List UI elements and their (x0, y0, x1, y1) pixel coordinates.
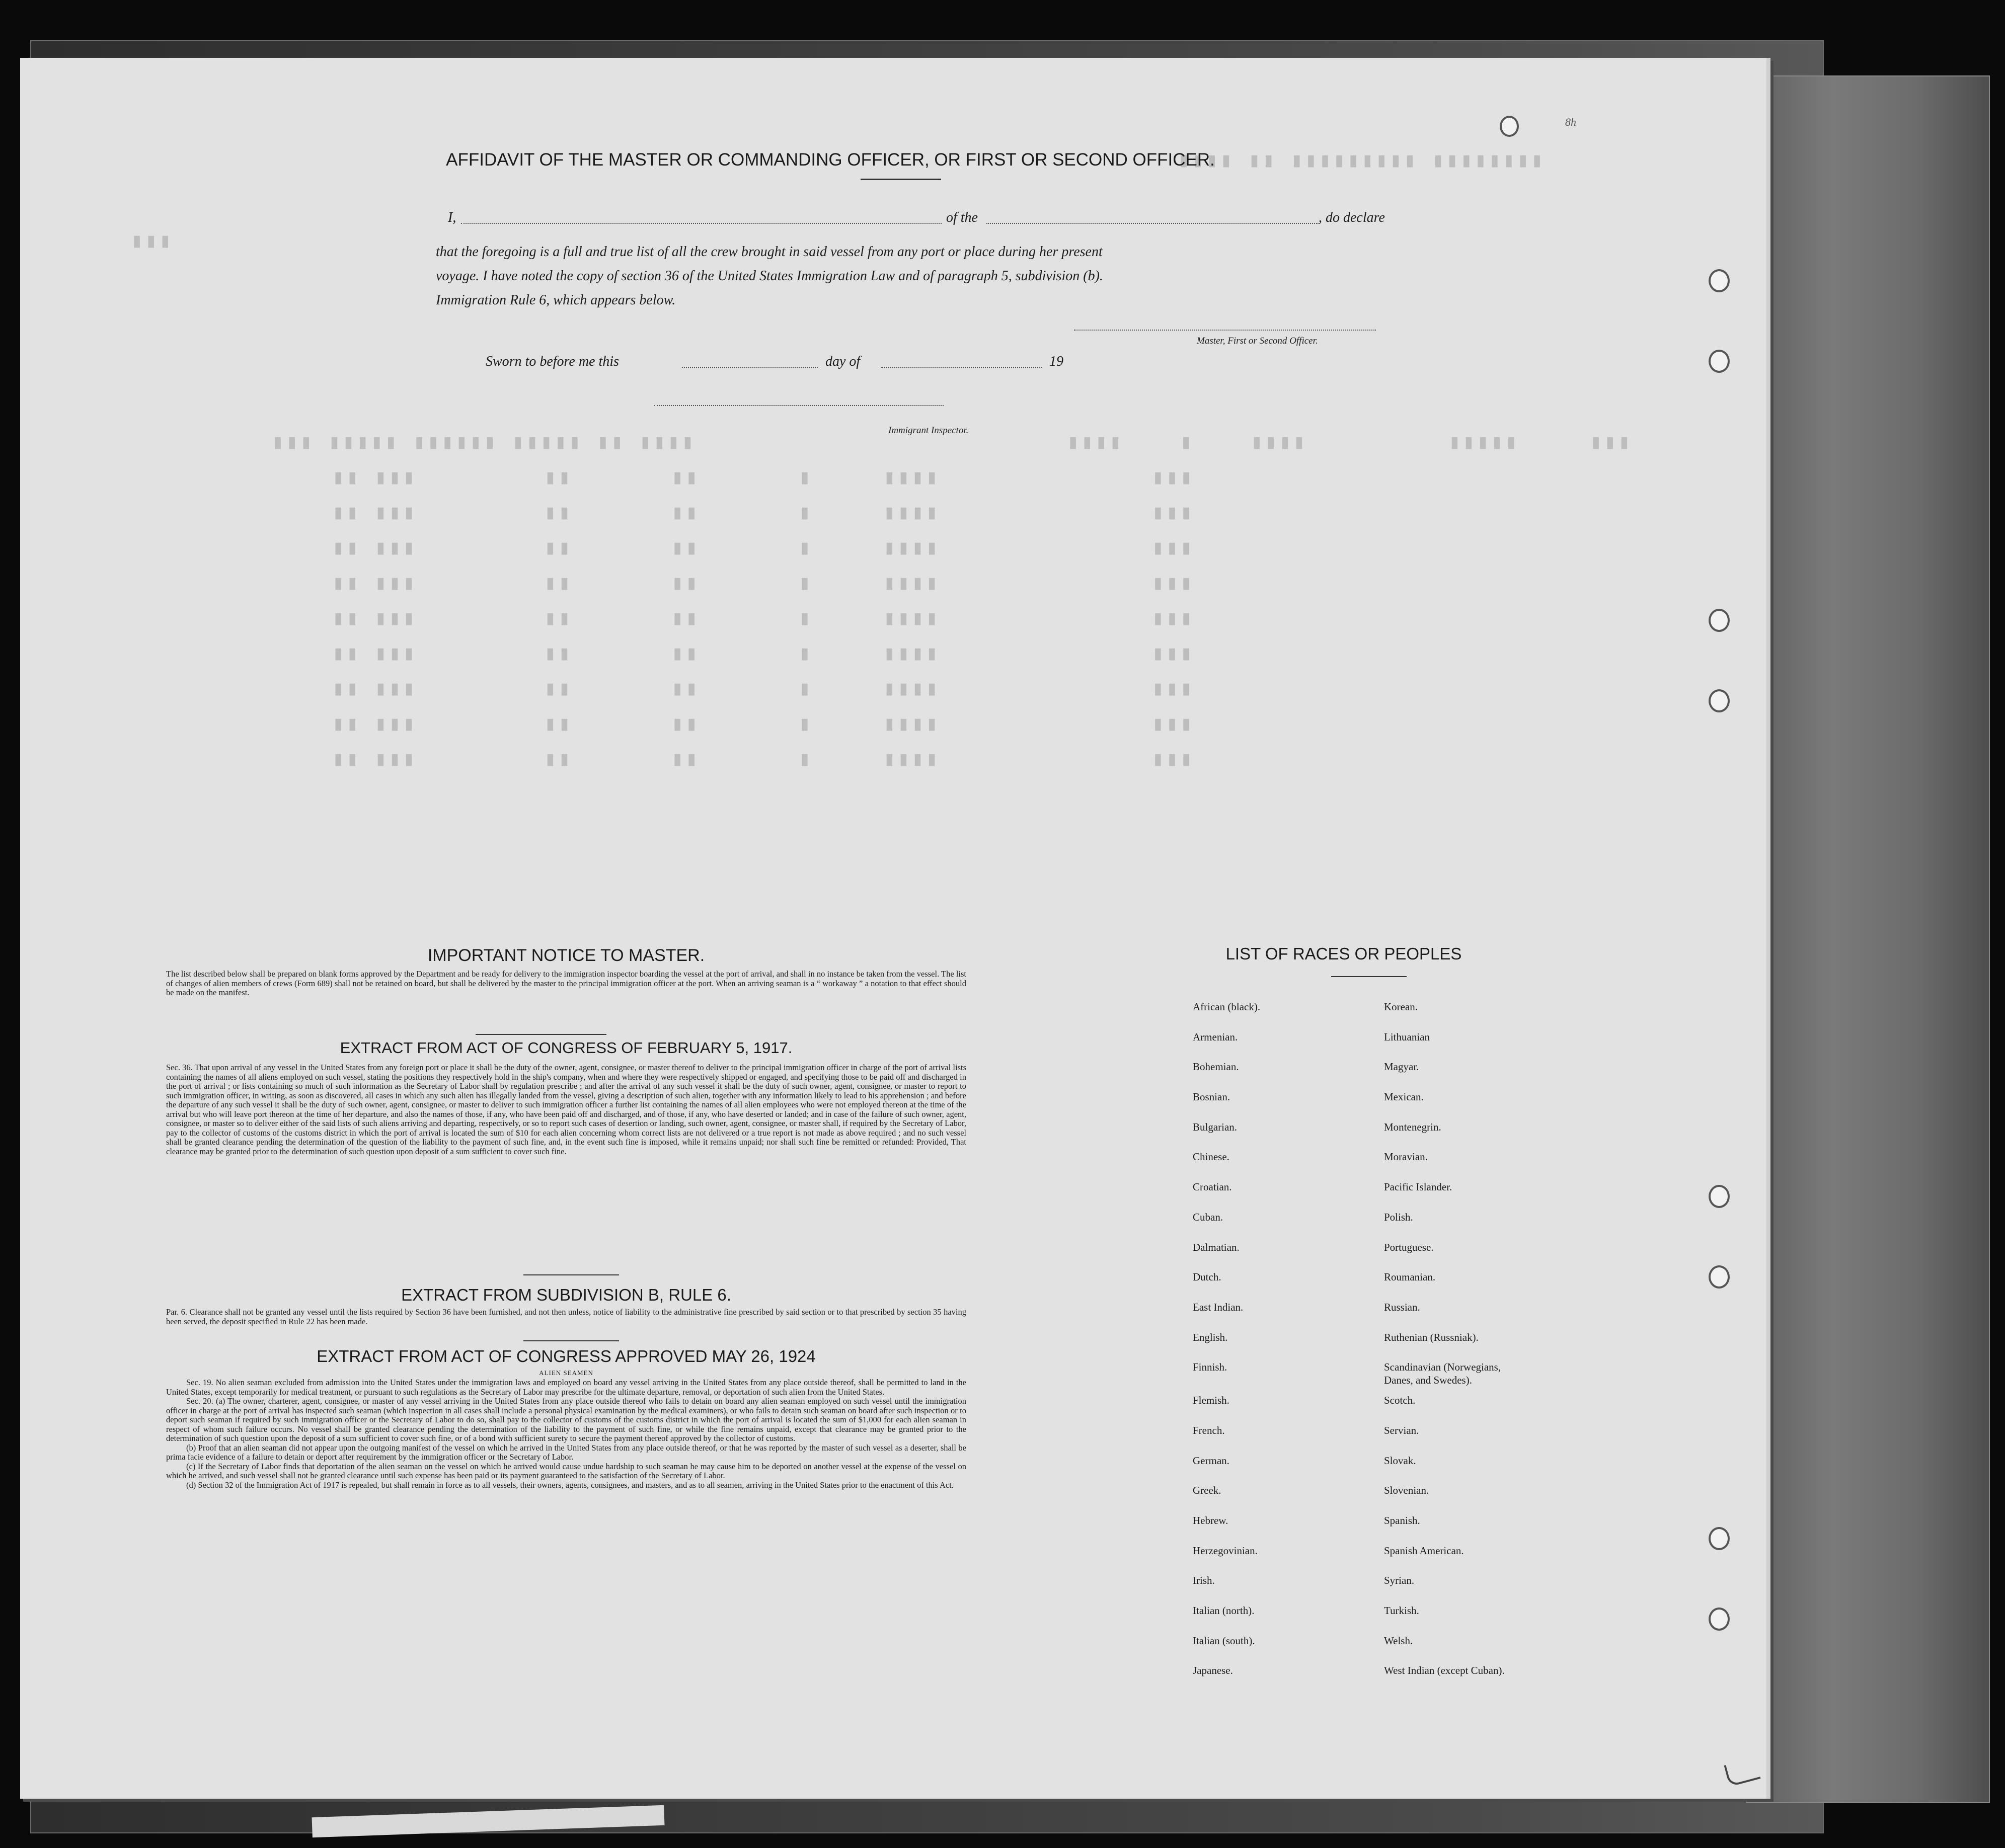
binder-hole (1709, 269, 1730, 292)
race-item: Turkish. (1384, 1604, 1419, 1617)
race-item: Chinese. (1193, 1151, 1229, 1163)
extract-1924-paragraph: Sec. 19. No alien seaman excluded from admission into the United States under the immigration laws and employed on board any vessel arriving in the United States from any place outside thereof, shall be permitted to land in the United States, except temporarily for medical treatment, or pursuant to such regulations as the Secretary of Labor may prescribe for the ultimate departure, removal, or deportation of such alien from the United States. (166, 1378, 966, 1397)
race-item: Croatian. (1193, 1181, 1232, 1193)
race-item: Italian (south). (1193, 1634, 1255, 1647)
race-item: East Indian. (1193, 1301, 1244, 1313)
binder-hole (1709, 1265, 1730, 1289)
race-item: Portuguese. (1384, 1241, 1434, 1253)
extract-1924-title: EXTRACT FROM ACT OF CONGRESS APPROVED MAY 26, 1924 (317, 1347, 816, 1365)
race-item: Servian. (1384, 1424, 1419, 1436)
race-item: Dutch. (1193, 1271, 1221, 1283)
race-item: Hebrew. (1193, 1514, 1228, 1526)
race-item: Finnish. (1193, 1361, 1227, 1374)
day-of-label: day of (825, 354, 861, 369)
race-item: Spanish American. (1384, 1544, 1464, 1557)
race-item: African (black). (1193, 1001, 1261, 1013)
vessel-blank[interactable] (986, 223, 1319, 224)
affidavit-i-label: I, (448, 210, 456, 225)
subdivision-b-text: Par. 6. Clearance shall not be granted any vessel until the lists required by Section 36 have been furnished, and not then unless, notice of liability to the administrative fine prescribed by said section or to that prescribed by section 35 having been served, the deposit specified in Rule 22 has been made. (166, 1307, 966, 1326)
extract-1917-text: Sec. 36. That upon arrival of any vessel in the United States from any foreign port or place it shall be the duty of the owner, agent, consignee, or master thereof to deliver to the principal immigration officer in charge of the port of arrival lists containing the names of all aliens employed on such vessel, stating the positions they respectively hold in the ship's company, when and where they were respectively shipped or engaged, and specifying those to be paid off and discharged in the port of arrival ; or lists containing so much of such information as the Secretary of Labor shall by regulation prescribe ; and after the arrival of any such vessel it shall be the duty of such owner, agent, consignee, or master to report to such immigration officer, in writing, as soon as discovered, all cases in which any such alien has illegally landed from the vessel, giving a description of such alien, together with any information likely to lead to his apprehension ; and before the departure of any such vessel it shall be the duty of such owner, agent, consignee, or master to deliver to such immigration officer a further list containing the names of all alien employees who were not employed thereon at the time of the arrival but who will leave port thereon at the time of her departure, and also the names of those, if any, who have been paid off and discharged, and of those, if any, who have deserted or landed; and in case of the failure of such owner, agent, consignee, or master so to deliver either of the said lists of such aliens arriving and departing, respectively, or so to report such cases of desertion or landing, such owner, agent, consignee, or master shall, if required by the Secretary of Labor, pay to the collector of customs of the customs district in which the port of arrival is located the sum of $10 for each alien concerning whom correct lists are not delivered or a true report is not made as above required ; and no such vessel shall be granted clearance pending the determination of the question of the liability to the payment of such fine, and, in the event such fine is imposed, while it remains unpaid; nor shall such fine be remitted or refunded: Provided, That clearance may be granted prior to the determination of such question upon deposit of a sum sufficient to cover such fine. (166, 1063, 966, 1156)
race-item: Montenegrin. (1384, 1120, 1441, 1133)
race-item: Moravian. (1384, 1151, 1428, 1163)
binder-hole (1709, 1527, 1730, 1550)
affidavit-line-3: Immigration Rule 6, which appears below. (436, 292, 676, 308)
race-item: English. (1193, 1331, 1228, 1343)
race-item: Mexican. (1384, 1091, 1424, 1103)
binder-hole (1709, 609, 1730, 632)
race-item: Cuban. (1193, 1211, 1223, 1223)
race-item: Korean. (1384, 1001, 1418, 1013)
races-list-left (1193, 1000, 1359, 1694)
affidavit-line-2: voyage. I have noted the copy of section 36 of the United States Immigration Law and of paragraph 5, subdivision (b). (436, 268, 1103, 284)
binder-hole (1709, 1608, 1730, 1631)
race-item: Lithuanian (1384, 1030, 1430, 1043)
race-item: Scotch. (1384, 1394, 1416, 1407)
race-item: Syrian. (1384, 1574, 1415, 1587)
extract-1917-rule (523, 1274, 619, 1275)
title-rule (861, 179, 941, 180)
races-title: LIST OF RACES OR PEOPLES (1225, 944, 1462, 963)
race-item: Polish. (1384, 1211, 1413, 1223)
races-list-right (1384, 1000, 1605, 1694)
race-item: Herzegovinian. (1193, 1544, 1258, 1557)
affidavit-line-1: that the foregoing is a full and true list of all the crew brought in said vessel from any port or place during her present (436, 244, 1103, 260)
corner-mark: 8h (1565, 116, 1576, 128)
document-page: ▮▮▮ ▮▮▮▮▮ ▮▮▮▮▮▮ ▮▮▮▮▮ ▮▮ ▮▮▮▮ ▮▮▮▮ ▮ ▮▮▮▮ ▮▮▮▮▮ ▮▮▮ ▮▮ ▮▮▮ ▮▮ ▮▮ ▮ ▮▮▮▮ ▮▮▮ ▮▮ ▮▮▮ ▮▮ ▮▮ ▮ ▮▮▮▮ ▮▮▮ ▮▮ ▮▮▮ ▮▮ ▮▮ ▮ ▮▮▮▮ ▮▮▮ ▮▮ ▮▮▮ ▮▮ ▮▮ ▮ ▮▮▮▮ ▮▮▮ ▮▮ ▮▮▮ ▮▮ ▮▮ ▮ ▮▮▮▮ ▮▮▮ ▮▮ ▮▮▮ ▮▮ ▮▮ ▮ ▮▮▮▮ ▮▮▮ ▮▮ ▮▮▮ ▮▮ ▮▮ ▮ ▮▮▮▮ ▮▮▮ ▮▮ ▮▮▮ ▮▮ ▮▮ ▮ ▮▮▮▮ ▮▮▮ ▮▮ ▮▮▮ ▮▮ ▮▮ ▮ ▮▮▮▮ ▮▮▮ ▮▮▮▮ ▮▮ ▮▮▮▮▮▮▮▮▮ ▮▮▮▮▮▮▮▮ ▮▮▮ 8h AFFIDAVIT OF THE MASTER OR COMMANDING OFFICER, OR FIRST OR SECOND OFFICER. I, of the , do declare that the foregoing is a full and true list of all the crew brought in said vessel from any port or place during her present voyage. I have noted the copy of section 36 of the United States Immigration Law and of paragraph 5, subdivision (b). Immigration Rule 6, which appears below. Master, First or Second Officer. Sworn to before me this day of 19 Immigrant Inspector. IMPORTANT NOTICE TO MASTER. The list described below shall be prepared on blank forms approved by the Department and be ready for delivery to the immigration inspector boarding the vessel at the port of arrival, and shall in no instance be taken from the vessel. The list of changes of alien members of crews (Form 689) shall not be retained on board, but shall be delivered by the master to the principal immigration officer at the port. When an arriving seaman is a “ workaway ” a notation to that effect should be made on the manifest. EXTRACT FROM ACT OF CONGRESS OF FEBRUARY 5, 1917. Sec. 36. That upon arrival of any vessel in the United States from any foreign port or place it shall be the duty of the owner, agent, consignee, or master thereof to deliver to the principal immigration officer in charge of the port of arrival lists containing the names of all aliens employed on such vessel, stating the positions they respectively hold in the ship's company, when and where they were respectively shipped or engaged, and specifying those to be paid off and discharged in the port of arrival ; or lists containing so much of such information as the Secretary of Labor shall by regulation prescribe ; and after the arrival of any such vessel it shall be the duty of such owner, agent, consignee, or master to report to such immigration officer, in writing, as soon as discovered, all cases in which any such alien has illegally landed from the vessel, giving a description of such alien, together with any information likely to lead to his apprehension ; and before the departure of any such vessel it shall be the duty of such owner, agent, consignee, or master to deliver to such immigration officer a further list containing the names of all alien employees who were not employed thereon at the time of the arrival but who will leave port thereon at the time of her departure, and also the names of those, if any, who have been paid off and discharged, and of those, if any, who have deserted or landed; and in case of the failure of such owner, agent, consignee, or master so to deliver either of the said lists of such aliens arriving and departing, respectively, or so to report such cases of desertion or landing, such owner, agent, consignee, or master shall, if required by the Secretary of Labor, pay to the collector of customs of the customs district in which the port of arrival is located the sum of $10 for each alien concerning whom correct lists are not delivered or a true report is not made as above required ; and no such vessel shall be granted clearance pending the determination of the question of the liability to the payment of such fine, and, in the event such fine is imposed, while it remains unpaid; nor shall such fine be remitted or refunded: Provided, That clearance may be granted prior to the determination of such question upon deposit of a sum sufficient to cover such fine. EXTRACT FROM SUBDIVISION B, RULE 6. Par. 6. Clearance shall not be granted any vessel until the lists required by Section 36 have been furnished, and not then unless, notice of liability to the administrative fine prescribed by said section or to that prescribed by section 35 having been served, the deposit specified in Rule 22 has been made. EXTRACT FROM ACT OF CONGRESS APPROVED MAY 26, 1924 ALIEN SEAMEN Sec. 19. No alien seaman excluded from admission into the United States under the immigration laws and employed on board any vessel arriving in the United States from any place outside thereof, shall be permitted to land in the United States, except temporarily for medical treatment, or pursuant to such regulations as the Secretary of Labor may prescribe for the ultimate departure, removal, or deportation of such alien from the United States. Sec. 20. (a) The owner, charterer, agent, consignee, or master of any vessel arriving in the United States from any place outside thereof who fails to detain on board any alien seaman employed on such vessel until the immigration officer in charge at the port of arrival has inspected such seaman (which inspection in all cases shall include a personal physical examination by the medical examiners), or who fails to detain such seaman on board after such inspection or to deport such seaman if required by such immigration officer or the Secretary of Labor to do so, shall pay to the collector of customs of the customs district in which the port of arrival is located the sum of $1,000 for each alien seaman in respect of whom such failure occurs. No vessel shall be granted clearance pending the determination of the liability to the payment of such fine, or while the fine remains unpaid, except that clearance may be granted prior to the determination of such question upon the deposit of a sum sufficient to cover such fine, or of a bond with sufficient surety to secure the payment thereof approved by the collector of customs. (b) Proof that an alien seaman did not appear upon the outgoing manifest of the vessel on which he arrived in the United States from any place outside thereof, or that he was reported by the master of such vessel as a deserter, shall be prima facie evidence of a failure to detain or deport after requirement by the immigration officer or the Secretary of Labor. (c) If the Secretary of Labor finds that deportation of the alien seaman on the vessel on which he arrived would cause undue hardship to such seaman he may cause him to be deported on another vessel at the expense of the vessel on which he arrived, and such vessel shall not be granted clearance until such expense has been paid or its payment guaranteed to the satisfaction of the Secretary of Labor. (d) Section 32 of the Immigration Act of 1917 is repealed, but shall remain in force as to all vessels, their owners, agents, consignees, and masters, and as to all seamen, arriving in the United States prior to the enactment of this Act. LIST OF RACES OR PEOPLES African (black). Armenian. Bohemian. Bosnian. Bulgarian. Chinese. Croatian. Cuban. Dalmatian. Dutch. East Indian. English. Finnish. Flemish. French. German. Greek. Hebrew. Herzegovinian. Irish. Italian (north). Italian (south). Japanese. Korean. Lithuanian Magyar. Mexican. Montenegrin. Moravian. Pacific Islander. Polish. Portuguese. Roumanian. Russian. Ruthenian (Russniak). Scandinavian (Norwegians, Danes, and Swedes). Scotch. Servian. Slovak. Slovenian. Spanish. Spanish American. Syrian. Turkish. Welsh. West Indian (except Cuban). (20, 58, 1770, 1799)
notice-rule (476, 1034, 606, 1035)
race-item: Armenian. (1193, 1030, 1238, 1043)
affidavit-declare-label: , do declare (1319, 210, 1385, 225)
race-item: Welsh. (1384, 1634, 1413, 1647)
race-item: Italian (north). (1193, 1604, 1255, 1617)
sworn-label: Sworn to before me this (486, 354, 619, 369)
race-item: West Indian (except Cuban). (1384, 1664, 1505, 1677)
affidavit-of-the-label: of the (946, 210, 978, 225)
subdivision-b-title: EXTRACT FROM SUBDIVISION B, RULE 6. (401, 1285, 731, 1304)
sworn-month-blank[interactable] (881, 367, 1042, 368)
extract-1924-paragraph: Sec. 20. (a) The owner, charterer, agent, consignee, or master of any vessel arriving in the United States from any place outside thereof who fails to detain on board any alien seaman employed on such vessel until the immigration officer in charge at the port of arrival has inspected such seaman (which inspection in all cases shall include a personal physical examination by the medical examiners), or who fails to detain such seaman on board after such inspection or to deport such seaman if required by such immigration officer or the Secretary of Labor to do so, shall pay to the collector of customs of the customs district in which the port of arrival is located the sum of $1,000 for each alien seaman in respect of whom such failure occurs. No vessel shall be granted clearance pending the determination of the liability to the payment of such fine, or while the fine remains unpaid, except that clearance may be granted prior to the determination of such question upon the deposit of a sum sufficient to cover such fine, or of a bond with sufficient surety to secure the payment thereof approved by the collector of customs. (166, 1396, 966, 1443)
name-blank[interactable] (461, 223, 942, 224)
race-item: French. (1193, 1424, 1225, 1436)
binder-hole (1709, 1185, 1730, 1208)
master-signature-label: Master, First or Second Officer. (1197, 336, 1318, 346)
race-item: German. (1193, 1454, 1229, 1467)
notice-title: IMPORTANT NOTICE TO MASTER. (427, 946, 705, 965)
affidavit-title: AFFIDAVIT OF THE MASTER OR COMMANDING OFFICER, OR FIRST OR SECOND OFFICER. (446, 150, 1215, 170)
race-item: Roumanian. (1384, 1271, 1436, 1283)
race-item: Irish. (1193, 1574, 1215, 1587)
race-item: Dalmatian. (1193, 1241, 1240, 1253)
race-item: Magyar. (1384, 1061, 1419, 1073)
race-item: Greek. (1193, 1484, 1221, 1497)
binder-hole (1500, 116, 1519, 137)
inspector-signature-blank[interactable] (654, 405, 944, 406)
race-item: Ruthenian (Russniak). (1384, 1331, 1479, 1343)
notice-text: The list described below shall be prepared on blank forms approved by the Department and be ready for delivery to the immigration inspector boarding the vessel at the port of arrival, and shall in no instance be taken from the vessel. The list of changes of alien members of crews (Form 689) shall not be retained on board, but shall be delivered by the master to the principal immigration officer at the port. When an arriving seaman is a “ workaway ” a notation to that effect should be made on the manifest. (166, 969, 966, 997)
race-item: Bulgarian. (1193, 1120, 1238, 1133)
subdivision-b-rule (523, 1340, 619, 1341)
extract-1917-title: EXTRACT FROM ACT OF CONGRESS OF FEBRUARY 5, 1917. (340, 1039, 793, 1057)
race-item: Spanish. (1384, 1514, 1420, 1526)
race-item: Slovenian. (1384, 1484, 1429, 1497)
race-item: Slovak. (1384, 1454, 1416, 1467)
binder-hole (1709, 350, 1730, 373)
race-item: Bohemian. (1193, 1061, 1239, 1073)
extract-1924-body (166, 1378, 966, 1490)
extract-1924-subtitle: ALIEN SEAMEN (539, 1369, 593, 1377)
year-prefix: 19 (1049, 354, 1063, 369)
race-item: Russian. (1384, 1301, 1420, 1313)
inspector-label: Immigrant Inspector. (888, 425, 969, 436)
binder-hole (1709, 689, 1730, 712)
backing-board-right (1746, 75, 1990, 1803)
handwritten-mark (1724, 1757, 1760, 1787)
extract-1924-paragraph: (d) Section 32 of the Immigration Act of 1917 is repealed, but shall remain in force as to all vessels, their owners, agents, consignees, and masters, and as to all seamen, arriving in the United States prior to the enactment of this Act. (186, 1480, 954, 1490)
extract-1924-paragraph: (b) Proof that an alien seaman did not appear upon the outgoing manifest of the vessel on which he arrived in the United States from any place outside thereof, or that he was reported by the master of such vessel as a deserter, shall be prima facie evidence of a failure to detain or deport after requirement by the immigration officer or the Secretary of Labor. (166, 1442, 966, 1462)
sworn-day-blank[interactable] (682, 367, 818, 368)
race-item: Japanese. (1193, 1664, 1233, 1677)
race-item: Scandinavian (Norwegians, Danes, and Swedes). (1384, 1361, 1501, 1387)
master-signature-blank[interactable] (1074, 330, 1376, 331)
race-item: Pacific Islander. (1384, 1181, 1452, 1193)
extract-1924-paragraph: (c) If the Secretary of Labor finds that deportation of the alien seaman on the vessel on which he arrived would cause undue hardship to such seaman he may cause him to be deported on another vessel at the expense of the vessel on which he arrived, and such vessel shall not be granted clearance until such expense has been paid or its payment guaranteed to the satisfaction of the Secretary of Labor. (166, 1461, 966, 1480)
races-rule (1331, 976, 1407, 977)
race-item: Bosnian. (1193, 1091, 1230, 1103)
race-item: Flemish. (1193, 1394, 1229, 1407)
